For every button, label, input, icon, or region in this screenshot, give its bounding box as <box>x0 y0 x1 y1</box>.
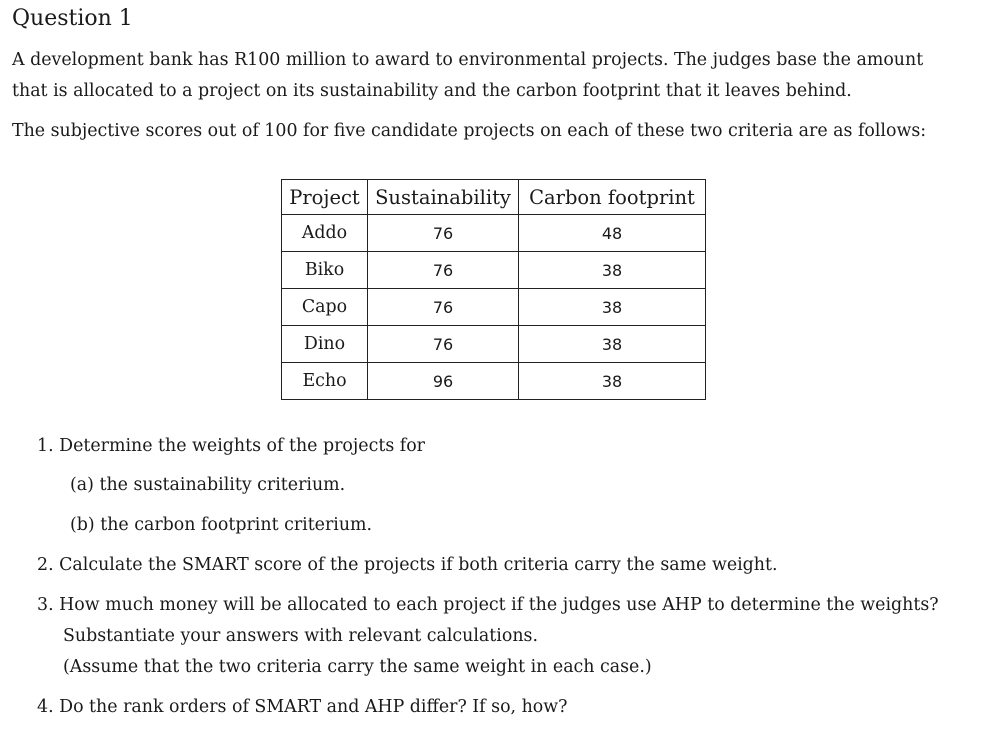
question-title: Question 1 <box>12 6 133 31</box>
cell-carbon-footprint: 38 <box>519 326 706 363</box>
cell-project: Dino <box>282 326 368 363</box>
cell-project: Echo <box>282 363 368 400</box>
cell-project: Addo <box>282 215 368 252</box>
intro-line-1: A development bank has R100 million to award to environmental projects. The judges base the amount <box>12 50 924 70</box>
cell-project: Biko <box>282 252 368 289</box>
cell-carbon-footprint: 38 <box>519 289 706 326</box>
task-1b: (b) the carbon footprint criterium. <box>70 515 373 535</box>
table-row <box>282 326 706 363</box>
task-1: 1. Determine the weights of the projects for <box>37 436 425 456</box>
task-3-line-2: Substantiate your answers with relevant calculations. <box>63 626 538 646</box>
task-2: 2. Calculate the SMART score of the projects if both criteria carry the same weight. <box>37 555 778 575</box>
table-row <box>282 363 706 400</box>
intro-line-3: The subjective scores out of 100 for five candidate projects on each of these two criteria are as follows: <box>12 121 927 141</box>
task-1a: (a) the sustainability criterium. <box>70 475 346 495</box>
cell-project: Capo <box>282 289 368 326</box>
cell-sustainability: 76 <box>368 252 519 289</box>
table-row <box>282 215 706 252</box>
cell-carbon-footprint: 38 <box>519 252 706 289</box>
task-3-line-1: 3. How much money will be allocated to each project if the judges use AHP to determine the weights? <box>37 595 939 615</box>
header-project: Project <box>282 180 368 215</box>
scores-table <box>281 179 706 400</box>
header-carbon-footprint: Carbon footprint <box>519 180 706 215</box>
cell-carbon-footprint: 48 <box>519 215 706 252</box>
cell-sustainability: 96 <box>368 363 519 400</box>
intro-line-2: that is allocated to a project on its sustainability and the carbon footprint that it leaves behind. <box>12 81 852 101</box>
task-3-line-3: (Assume that the two criteria carry the same weight in each case.) <box>63 657 652 677</box>
header-sustainability: Sustainability <box>368 180 519 215</box>
cell-sustainability: 76 <box>368 289 519 326</box>
cell-sustainability: 76 <box>368 215 519 252</box>
cell-sustainability: 76 <box>368 326 519 363</box>
cell-carbon-footprint: 38 <box>519 363 706 400</box>
table-header-row <box>282 180 706 215</box>
table-row <box>282 252 706 289</box>
task-4: 4. Do the rank orders of SMART and AHP differ? If so, how? <box>37 697 568 717</box>
table-row <box>282 289 706 326</box>
